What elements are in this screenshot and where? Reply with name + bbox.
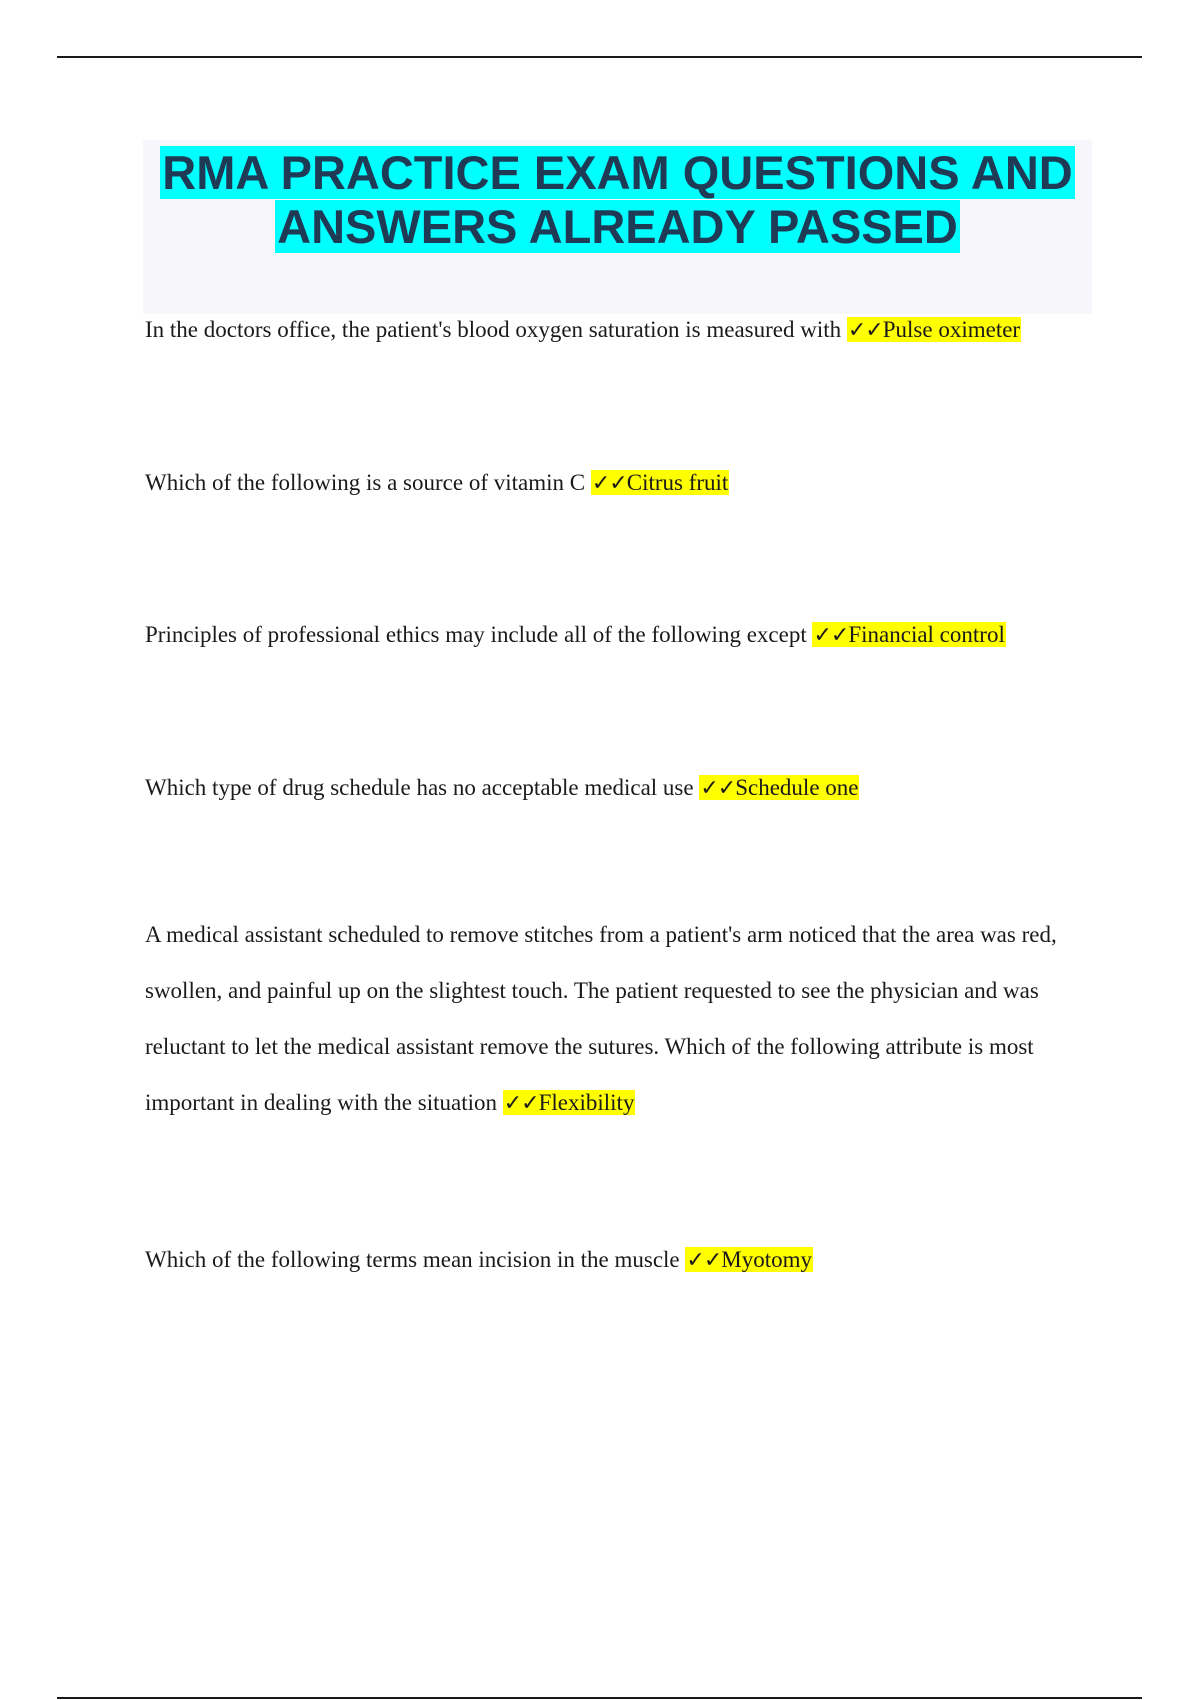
answer-highlight — [503, 1090, 636, 1115]
question-text: Which of the following is a source of vitamin C — [145, 470, 586, 495]
check-mark-icon: ✓✓ — [813, 623, 849, 648]
answer-highlight — [847, 317, 1021, 342]
check-mark-icon: ✓✓ — [591, 471, 627, 496]
header-rule — [57, 56, 1142, 58]
answer-highlight — [699, 775, 859, 800]
question-text: Which of the following terms mean incision in the muscle — [145, 1247, 680, 1272]
qa-item — [145, 607, 1105, 664]
footer-rule — [57, 1697, 1142, 1699]
title-line-1: RMA PRACTICE EXAM QUESTIONS AND — [162, 146, 1073, 199]
answer-text: Schedule one — [735, 775, 859, 800]
question-text: In the doctors office, the patient's blood oxygen saturation is measured with — [145, 317, 842, 342]
check-mark-icon: ✓✓ — [700, 776, 736, 801]
title-line-2: ANSWERS ALREADY PASSED — [277, 200, 958, 253]
answer-text: Citrus fruit — [626, 470, 729, 495]
answer-text: Financial control — [848, 622, 1005, 647]
qa-item — [145, 302, 1105, 359]
answer-highlight — [685, 1247, 813, 1272]
answer-highlight — [591, 470, 729, 495]
check-mark-icon: ✓✓ — [847, 318, 883, 343]
question-text: A medical assistant scheduled to remove stitches from a patient's arm noticed that the area was red, swollen, and painful up on the slightest touch. The patient requested to see the physician and was reluctant to let the medical assistant remove the sutures. Which of the following attribute is most important in dealing with the situation — [145, 922, 1057, 1115]
answer-text: Flexibility — [538, 1090, 635, 1115]
qa-item — [145, 760, 1105, 817]
check-mark-icon: ✓✓ — [503, 1091, 539, 1116]
question-text: Principles of professional ethics may include all of the following except — [145, 622, 807, 647]
question-text: Which type of drug schedule has no acceptable medical use — [145, 775, 694, 800]
check-mark-icon: ✓✓ — [686, 1248, 722, 1273]
document-title — [143, 146, 1092, 254]
answer-text: Pulse oximeter — [882, 317, 1021, 342]
answer-highlight — [812, 622, 1005, 647]
qa-item — [145, 907, 1105, 1132]
qa-item — [145, 1232, 1105, 1289]
answer-text: Myotomy — [721, 1247, 812, 1272]
qa-item — [145, 455, 1105, 512]
